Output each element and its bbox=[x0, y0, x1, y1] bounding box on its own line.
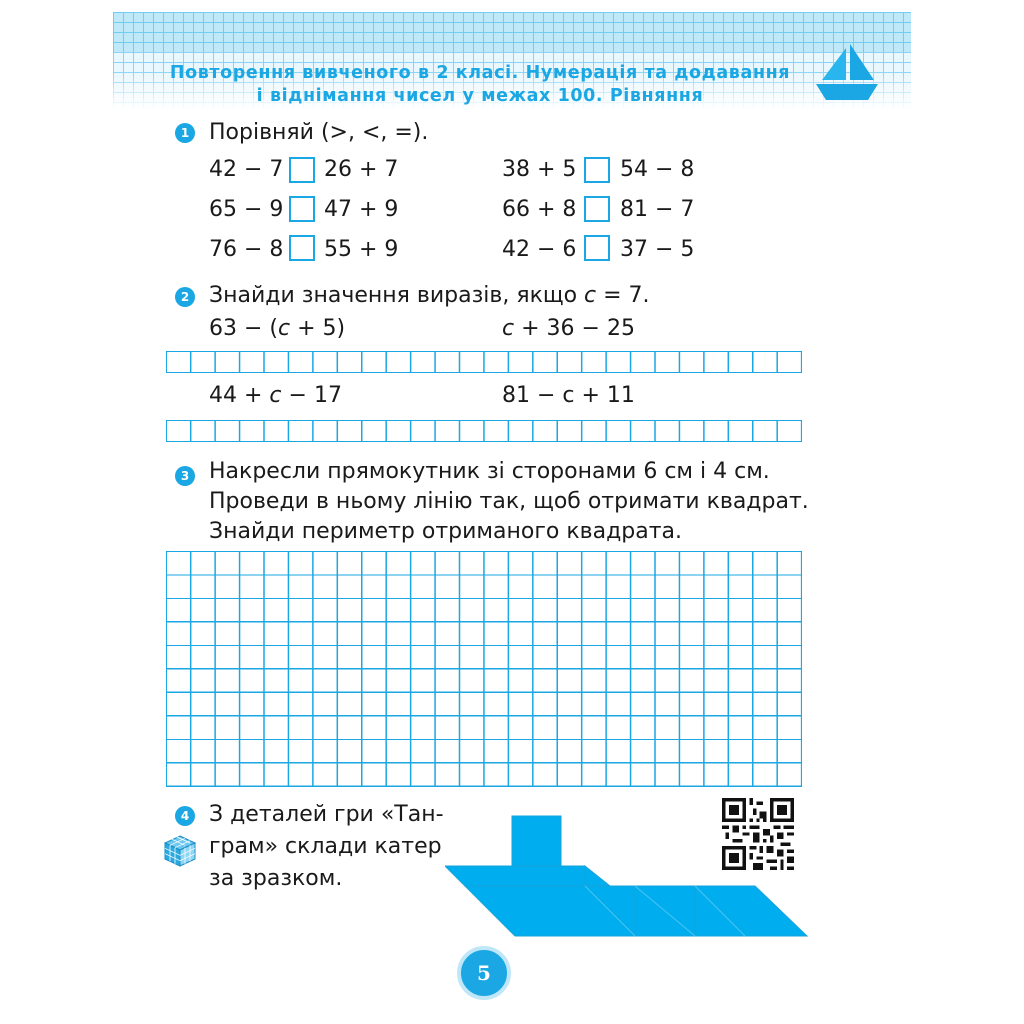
compare-box-5[interactable] bbox=[289, 235, 315, 261]
task-1-text: Порівняй (>, <, =). bbox=[209, 120, 429, 145]
answer-strip-2[interactable] bbox=[166, 420, 802, 442]
task-1-row1-left-b: 26 + 7 bbox=[324, 157, 399, 182]
task-1-row1-right-a: 38 + 5 bbox=[502, 157, 577, 182]
qr-code-icon bbox=[722, 798, 794, 870]
task-3-number: 3 bbox=[175, 466, 195, 486]
task-3-line-2: Проведи в ньому лінію так, щоб отримати квадрат. bbox=[209, 489, 809, 514]
task-1-row1-left-a: 42 − 7 bbox=[209, 157, 284, 182]
task-4-number: 4 bbox=[175, 806, 195, 826]
title-line-1: Повторення вивченого в 2 класі. Нумерація та додавання bbox=[169, 63, 791, 83]
compare-box-2[interactable] bbox=[584, 157, 610, 183]
compare-box-6[interactable] bbox=[584, 235, 610, 261]
task-3-line-1: Накресли прямокутник зі сторонами 6 см і 4 см. bbox=[209, 459, 770, 484]
task-1-row3-right-a: 42 − 6 bbox=[502, 237, 577, 262]
task-2-expr-3: 44 + c − 17 bbox=[209, 383, 342, 408]
compare-box-4[interactable] bbox=[584, 196, 610, 222]
task-2-text bbox=[209, 281, 650, 311]
task-4-line-2: грам» склади катер bbox=[209, 834, 442, 859]
task-1-row1-right-b: 54 − 8 bbox=[620, 157, 695, 182]
title-line-2: і віднімання чисел у межах 100. Рівняння bbox=[256, 86, 704, 106]
task-2-number: 2 bbox=[175, 287, 195, 307]
compare-box-1[interactable] bbox=[289, 157, 315, 183]
task-1-row2-right-a: 66 + 8 bbox=[502, 197, 577, 222]
task-4-text bbox=[209, 799, 444, 895]
task-2-expr-1: 63 − (c + 5) bbox=[209, 316, 346, 341]
task-1-row2-left-b: 47 + 9 bbox=[324, 197, 399, 222]
task-1-number: 1 bbox=[175, 123, 195, 143]
page-number: 5 bbox=[457, 946, 511, 1000]
drawing-grid[interactable] bbox=[166, 551, 802, 787]
task-1-row3-left-a: 76 − 8 bbox=[209, 237, 284, 262]
task-3-line-3: Знайди периметр отриманого квадрата. bbox=[209, 519, 683, 544]
compare-box-3[interactable] bbox=[289, 196, 315, 222]
task-2-text-after: = 7. bbox=[596, 283, 650, 308]
task-1-row3-right-b: 37 − 5 bbox=[620, 237, 695, 262]
task-1-row2-right-b: 81 − 7 bbox=[620, 197, 695, 222]
task-2-var: c bbox=[584, 283, 597, 308]
task-2-expr-4: 81 − c + 11 bbox=[502, 383, 635, 408]
rubik-cube-icon bbox=[163, 834, 197, 868]
task-2-expr-2: c + 36 − 25 bbox=[502, 316, 635, 341]
task-4-line-3: за зразком. bbox=[209, 866, 343, 891]
task-3-text bbox=[209, 457, 809, 547]
page-title bbox=[140, 62, 820, 108]
task-4-line-1: З деталей гри «Тан- bbox=[209, 802, 444, 827]
task-1-row3-left-b: 55 + 9 bbox=[324, 237, 399, 262]
task-1-row2-left-a: 65 − 9 bbox=[209, 197, 284, 222]
answer-strip-1[interactable] bbox=[166, 351, 802, 373]
task-2-text-before: Знайди значення виразів, якщо bbox=[209, 283, 585, 308]
sailboat-icon bbox=[816, 44, 878, 102]
